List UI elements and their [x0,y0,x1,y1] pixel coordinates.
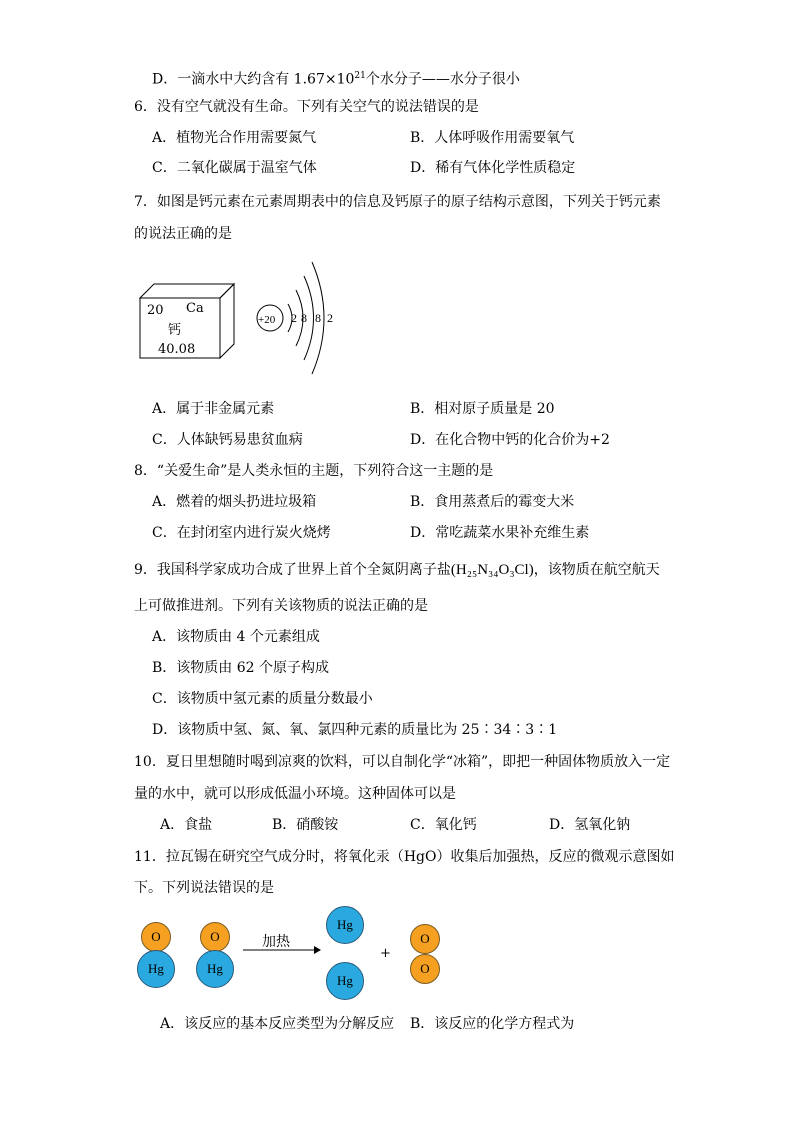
q9-option-b: B．该物质由 62 个原子构成 [152,660,330,676]
shell-1: 2 [291,311,297,325]
q7-stem-line1: 7．如图是钙元素在元素周期表中的信息及钙原子的原子结构示意图，下列关于钙元素 [134,194,661,210]
element-name: 钙 [168,323,182,338]
q9-option-a: A．该物质由 4 个元素组成 [152,629,320,645]
arrow-label: 加热 [262,934,290,950]
q11-option-b: B．该反应的化学方程式为 [410,1016,575,1032]
q10-stem-line2: 量的水中，就可以形成低温小环境。这种固体可以是 [134,786,456,802]
nucleus-charge: +20 [258,314,276,326]
q8-stem: 8．“关爱生命”是人类永恒的主题，下列符合这一主题的是 [134,463,494,479]
q10-option-a: A．食盐 [160,817,213,833]
q9-stem-post: ，该物质在航空航天 [533,562,660,578]
reaction-arrow-icon [242,944,322,956]
q5d-text: D．一滴水中大约含有 1.67×10 [152,71,355,88]
q10-option-d: D．氢氧化钠 [549,817,631,833]
shell-2: 8 [301,311,307,325]
q7-option-d: D．在化合物中钙的化合价为+2 [410,432,610,448]
q6-stem: 6．没有空气就没有生命。下列有关空气的说法错误的是 [134,99,479,115]
o-atom: O [410,954,440,984]
calcium-element-box [138,268,238,360]
q9-option-d: D．该物质中氢、氮、氧、氯四种元素的质量比为 25∶34∶3∶1 [152,722,558,738]
q5d-suffix: 个水分子——水分子很小 [365,71,520,88]
o-atom: O [141,922,171,952]
q9-formula: (H₂₅N₃₄O₃Cl) [450,562,534,578]
o-atom: O [200,922,230,952]
q11-stem-line1: 11．拉瓦锡在研究空气成分时，将氧化汞（HgO）收集后加强热，反应的微观示意图如 [134,849,675,865]
q10-option-c: C．氧化钙 [410,817,477,833]
element-mass: 40.08 [158,342,196,357]
element-symbol: Ca [186,301,204,316]
shell-3: 8 [315,311,321,325]
hg-atom: Hg [326,906,364,944]
q10-option-b: B．硝酸铵 [272,817,339,833]
q9-stem-line2: 上可做推进剂。下列有关该物质的说法正确的是 [134,598,428,614]
q11-option-a: A．该反应的基本反应类型为分解反应 [160,1016,395,1032]
q6-option-b: B．人体呼吸作用需要氧气 [410,130,575,146]
q9-stem-pre: 9．我国科学家成功合成了世界上首个全氮阴离子盐 [134,562,451,578]
q5d-exponent: 21 [354,71,366,81]
q6-option-a: A．植物光合作用需要氮气 [152,130,317,146]
q7-option-a: A．属于非金属元素 [152,401,275,417]
q10-stem-line1: 10．夏日里想随时喝到凉爽的饮料，可以自制化学“冰箱”，即把一种固体物质放入一定 [134,754,671,770]
q9-option-c: C．该物质中氢元素的质量分数最小 [152,691,373,707]
q8-option-b: B．食用蒸煮后的霉变大米 [410,494,575,510]
q8-option-c: C．在封闭室内进行炭火烧烤 [152,525,331,541]
hg-atom: Hg [326,962,364,1000]
q6-option-d: D．稀有气体化学性质稳定 [410,160,576,176]
q7-option-c: C．人体缺钙易患贫血病 [152,432,303,448]
element-number: 20 [147,303,164,318]
q11-stem-line2: 下。下列说法错误的是 [134,880,274,896]
q6-option-c: C．二氧化碳属于温室气体 [152,160,317,176]
shell-4: 2 [327,311,333,325]
q7-stem-line2: 的说法正确的是 [134,226,232,242]
hg-atom: Hg [137,950,175,988]
q5-option-d [152,66,520,90]
q8-option-a: A．燃着的烟头扔进垃圾箱 [152,494,317,510]
q9-stem-line1 [134,560,660,580]
o-atom: O [410,924,440,954]
plus-sign: + [380,946,391,961]
calcium-atom-structure [250,256,345,378]
q8-option-d: D．常吃蔬菜水果补充维生素 [410,525,590,541]
q7-option-b: B．相对原子质量是 20 [410,401,555,417]
hg-atom: Hg [196,950,234,988]
